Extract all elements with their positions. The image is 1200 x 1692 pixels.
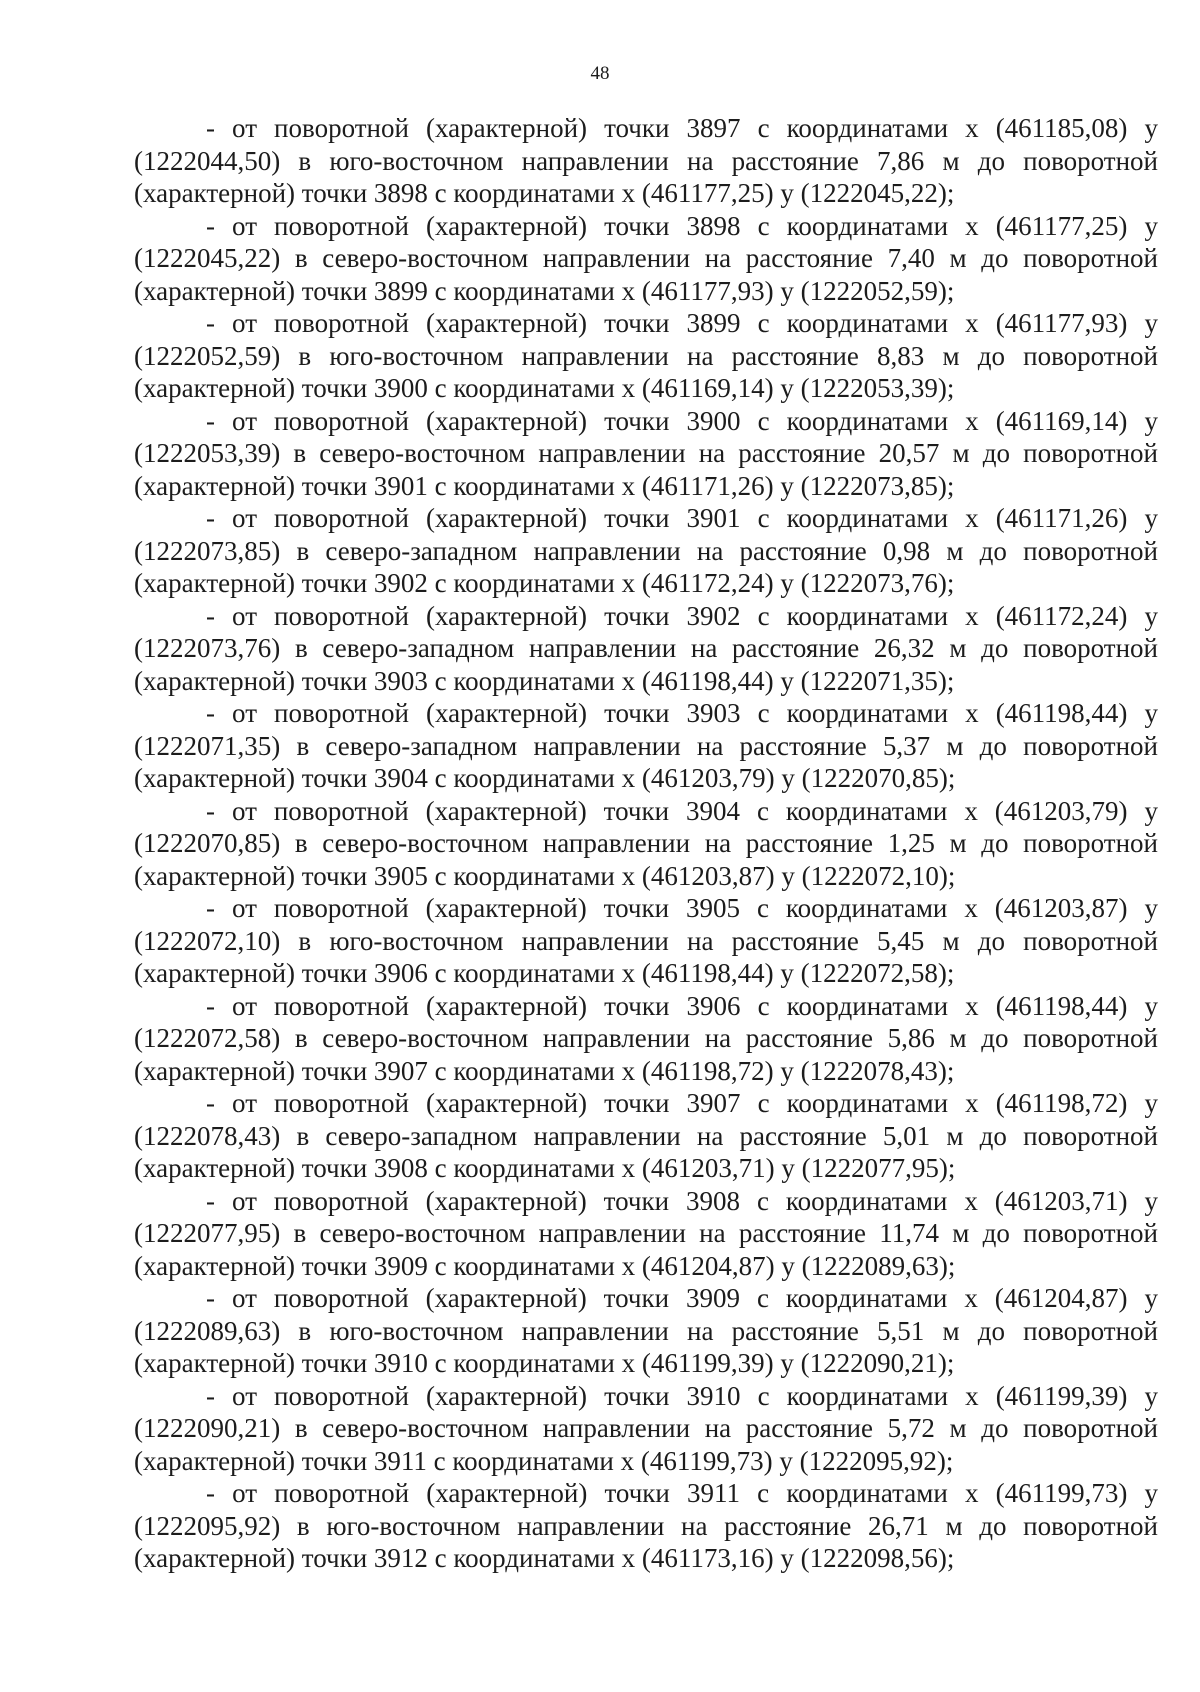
paragraph-point-3910: - от поворотной (характерной) точки 3910 с координатами x (461199,39) y (1222090,21) в северо-восточном направлении на расстояние 5,72 м до поворотной (характерной) точки 3911 с координатами x (461199,73) y (1222095,92); xyxy=(134,1380,1158,1476)
paragraph-point-3905: - от поворотной (характерной) точки 3905 с координатами x (461203,87) y (1222072,10) в юго-восточном направлении на расстояние 5,45 м до поворотной (характерной) точки 3906 с координатами x (461198,44) y (1222072,58); xyxy=(134,893,1158,988)
paragraph-point-3903: - от поворотной (характерной) точки 3903 с координатами x (461198,44) y (1222071,35) в северо-западном направлении на расстояние 5,37 м до поворотной (характерной) точки 3904 с координатами x (461203,79) y (1222070,85); xyxy=(134,698,1158,793)
paragraph-point-3909: - от поворотной (характерной) точки 3909 с координатами x (461204,87) y (1222089,63) в юго-восточном направлении на расстояние 5,51 м до поворотной (характерной) точки 3910 с координатами x (461199,39) y (1222090,21); xyxy=(134,1283,1158,1378)
paragraph-point-3908: - от поворотной (характерной) точки 3908 с координатами x (461203,71) y (1222077,95) в северо-восточном направлении на расстояние 11,74 м до поворотной (характерной) точки 3909 с координатами x (461204,87) y (1222089,63); xyxy=(134,1185,1158,1281)
paragraph-point-3901: - от поворотной (характерной) точки 3901 с координатами x (461171,26) y (1222073,85) в северо-западном направлении на расстояние 0,98 м до поворотной (характерной) точки 3902 с координатами x (461172,24) y (1222073,76); xyxy=(134,503,1158,598)
page-number: 48 xyxy=(590,63,610,84)
document-body xyxy=(134,112,1158,1575)
paragraph-point-3898: - от поворотной (характерной) точки 3898 с координатами x (461177,25) y (1222045,22) в северо-восточном направлении на расстояние 7,40 м до поворотной (характерной) точки 3899 с координатами x (461177,93) y (1222052,59); xyxy=(134,210,1158,306)
paragraph-point-3906: - от поворотной (характерной) точки 3906 с координатами x (461198,44) y (1222072,58) в северо-восточном направлении на расстояние 5,86 м до поворотной (характерной) точки 3907 с координатами x (461198,72) y (1222078,43); xyxy=(134,990,1158,1086)
paragraph-point-3902: - от поворотной (характерной) точки 3902 с координатами x (461172,24) y (1222073,76) в северо-западном направлении на расстояние 26,32 м до поворотной (характерной) точки 3903 с координатами x (461198,44) y (1222071,35); xyxy=(134,600,1158,696)
paragraph-point-3911: - от поворотной (характерной) точки 3911 с координатами x (461199,73) y (1222095,92) в юго-восточном направлении на расстояние 26,71 м до поворотной (характерной) точки 3912 с координатами x (461173,16) y (1222098,56); xyxy=(134,1478,1158,1573)
paragraph-point-3904: - от поворотной (характерной) точки 3904 с координатами x (461203,79) y (1222070,85) в северо-восточном направлении на расстояние 1,25 м до поворотной (характерной) точки 3905 с координатами x (461203,87) y (1222072,10); xyxy=(134,795,1158,891)
paragraph-point-3897: - от поворотной (характерной) точки 3897 с координатами x (461185,08) y (1222044,50) в юго-восточном направлении на расстояние 7,86 м до поворотной (характерной) точки 3898 с координатами x (461177,25) y (1222045,22); xyxy=(134,113,1158,208)
paragraph-point-3899: - от поворотной (характерной) точки 3899 с координатами x (461177,93) y (1222052,59) в юго-восточном направлении на расстояние 8,83 м до поворотной (характерной) точки 3900 с координатами x (461169,14) y (1222053,39); xyxy=(134,308,1158,403)
paragraph-point-3900: - от поворотной (характерной) точки 3900 с координатами x (461169,14) y (1222053,39) в северо-восточном направлении на расстояние 20,57 м до поворотной (характерной) точки 3901 с координатами x (461171,26) y (1222073,85); xyxy=(134,405,1158,501)
paragraph-point-3907: - от поворотной (характерной) точки 3907 с координатами x (461198,72) y (1222078,43) в северо-западном направлении на расстояние 5,01 м до поворотной (характерной) точки 3908 с координатами x (461203,71) y (1222077,95); xyxy=(134,1088,1158,1183)
